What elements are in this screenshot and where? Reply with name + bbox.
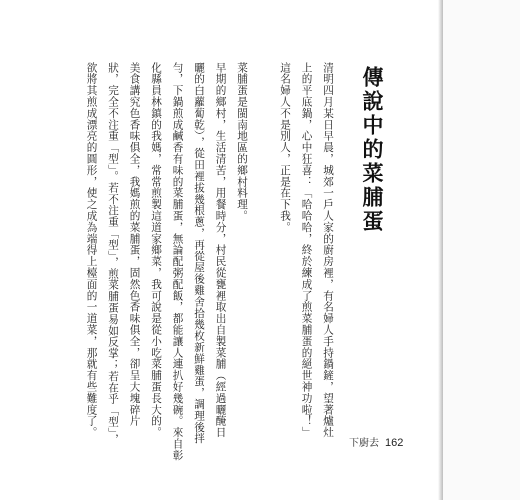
text-column: 化縣員林鎮的我媽，常常煎製這道家鄉菜，我可說是從小吃菜脯蛋長大的。 <box>150 62 162 439</box>
facing-page-margin <box>443 0 520 500</box>
text-column: 清明四月某日早晨，城郊一戶人家的廚房裡，有名婦人手持鍋鏟，望著爐灶 <box>322 62 334 439</box>
page-number: 162 <box>385 437 404 449</box>
text-column: 上的平底鍋，心中狂喜：「哈哈哈，終於練成了煎菜脯蛋的絕世神功啦！」 <box>300 62 313 439</box>
text-column: 曬的白蘿蔔乾），從田裡拔幾根蔥，再從屋後雞舍拾幾枚新鮮雞蛋，調理後拌 <box>193 62 205 445</box>
page-footer <box>349 434 403 449</box>
chapter-title: 傳說中的菜脯蛋 <box>360 66 384 234</box>
text-column: 勻，下鍋煎成鹹香有味的菜脯蛋，無論配粥配飯，都能讓人連扒好幾碗。來自彰 <box>171 62 184 461</box>
text-column: 美食講究色香味俱全，我媽煎的菜脯蛋，固然色香味俱全，卻呈大塊碎片 <box>128 62 141 427</box>
text-column: 欲將其煎成漂亮的圓形，使之成為端得上檯面的一道菜，那就有些難度了。 <box>85 62 98 439</box>
text-column: 菜脯蛋是閩南地區的鄉村料理。 <box>236 62 248 222</box>
running-section-title: 下廚去 <box>349 438 379 449</box>
text-column: 狀，完全不注重「型」。若不注重「型」，煎菜脯蛋易如反掌；若在乎「型」， <box>107 62 119 446</box>
text-column: 這名婦人不是別人，正是在下我。 <box>279 62 291 233</box>
text-column: 早期的鄉村，生活清苦，用餐時分，村民從甕裡取出自製菜脯（經過曬醃日 <box>214 62 227 439</box>
